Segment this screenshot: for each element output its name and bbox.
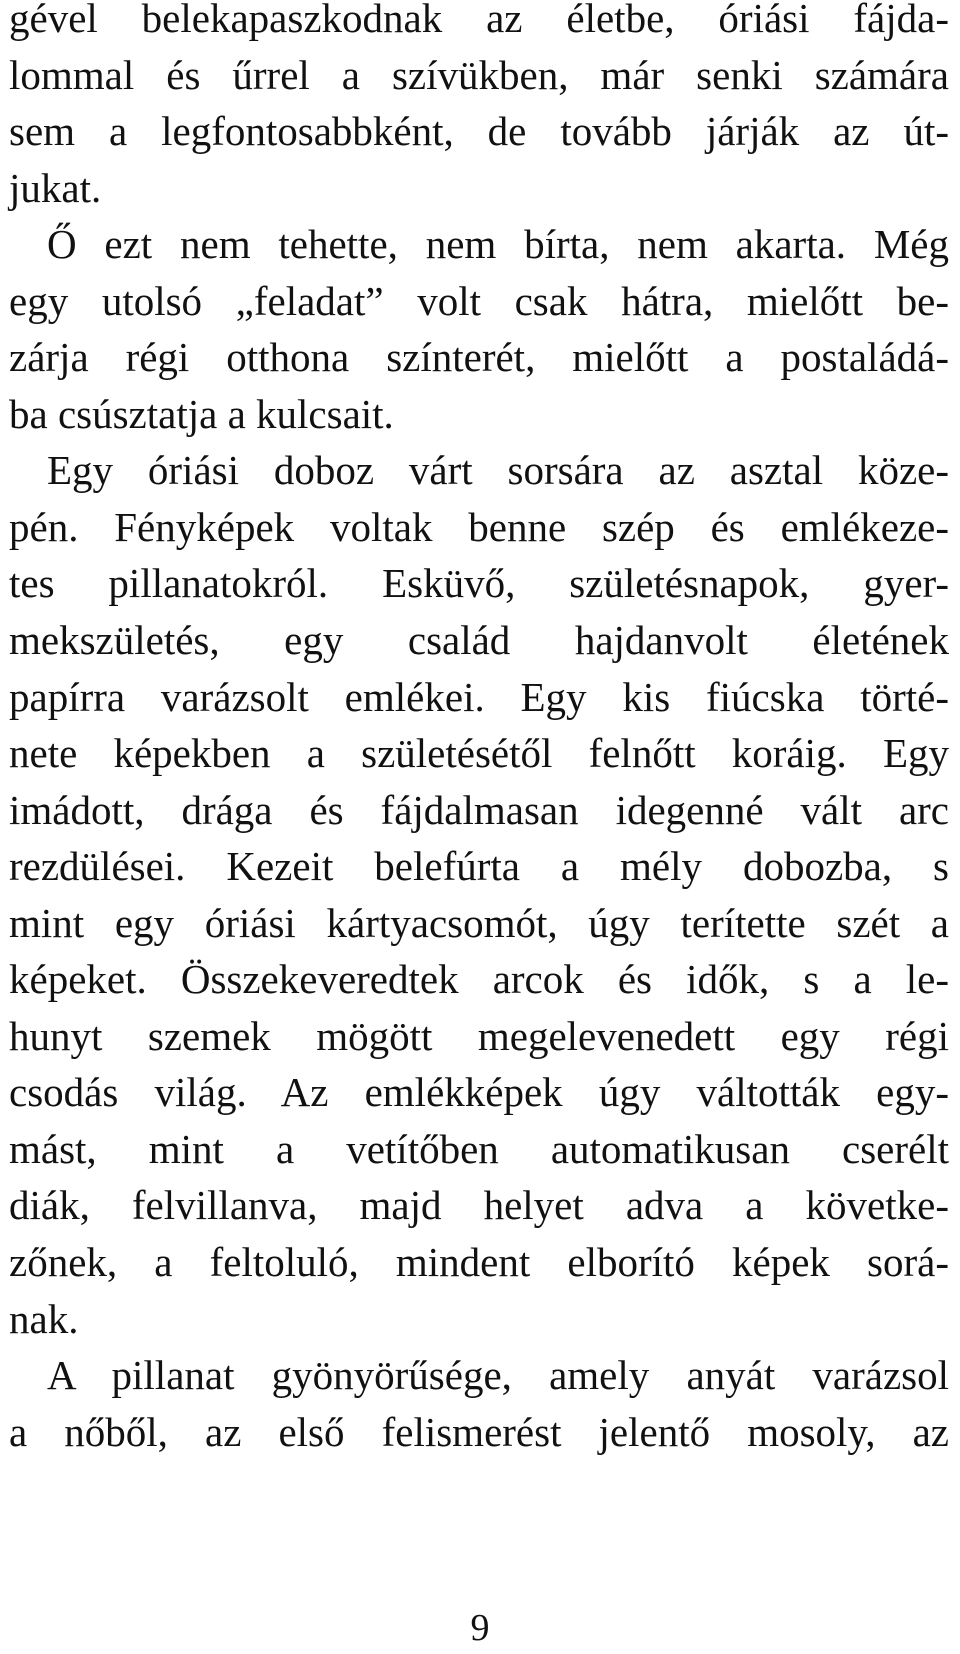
text-line: zőnek, a feltoluló, mindent elborító képek sorá-	[9, 1239, 949, 1286]
text-line: Ő ezt nem tehette, nem bírta, nem akarta. Még	[47, 221, 949, 268]
text-line: mekszületés, egy család hajdanvolt életének	[9, 617, 949, 664]
text-line: diák, felvillanva, majd helyet adva a követke-	[9, 1182, 949, 1229]
text-line: sem a legfontosabbként, de tovább járják az út-	[9, 108, 949, 155]
text-line: a nőből, az első felismerést jelentő mosoly, az	[9, 1408, 949, 1455]
text-line: gével belekapaszkodnak az életbe, óriási fájda-	[9, 0, 949, 41]
text-line: A pillanat gyönyörűsége, amely anyát varázsol	[47, 1352, 949, 1399]
text-line: papírra varázsolt emlékei. Egy kis fiúcska törté-	[9, 673, 949, 720]
text-line: egy utolsó „feladat” volt csak hátra, mielőtt be-	[9, 277, 949, 324]
text-line: csodás világ. Az emlékképek úgy váltották egy-	[9, 1069, 949, 1116]
body-text	[9, 0, 949, 1460]
text-line: pén. Fényképek voltak benne szép és emlékeze-	[9, 503, 949, 550]
text-line: Egy óriási doboz várt sorsára az asztal köze-	[47, 447, 949, 494]
text-line: lommal és űrrel a szívükben, már senki számára	[9, 51, 949, 98]
text-line: nak.	[9, 1295, 79, 1342]
text-line: jukat.	[9, 164, 102, 211]
text-line: mint egy óriási kártyacsomót, úgy terítette szét a	[9, 899, 949, 946]
text-line: hunyt szemek mögött megelevenedett egy régi	[9, 1012, 949, 1059]
text-line: imádott, drága és fájdalmasan idegenné vált arc	[9, 786, 949, 833]
text-line: nete képekben a születésétől felnőtt koráig. Egy	[9, 730, 949, 777]
text-line: zárja régi otthona színterét, mielőtt a postaládá-	[9, 334, 949, 381]
page-number: 9	[470, 1607, 490, 1649]
text-line: mást, mint a vetítőben automatikusan cserélt	[9, 1125, 949, 1172]
text-line: rezdülései. Kezeit belefúrta a mély dobozba, s	[9, 843, 949, 890]
text-line: képeket. Összekeveredtek arcok és idők, s a le-	[9, 956, 949, 1003]
text-line: tes pillanatokról. Esküvő, születésnapok, gyer-	[9, 560, 949, 607]
text-line: ba csúsztatja a kulcsait.	[9, 390, 394, 437]
